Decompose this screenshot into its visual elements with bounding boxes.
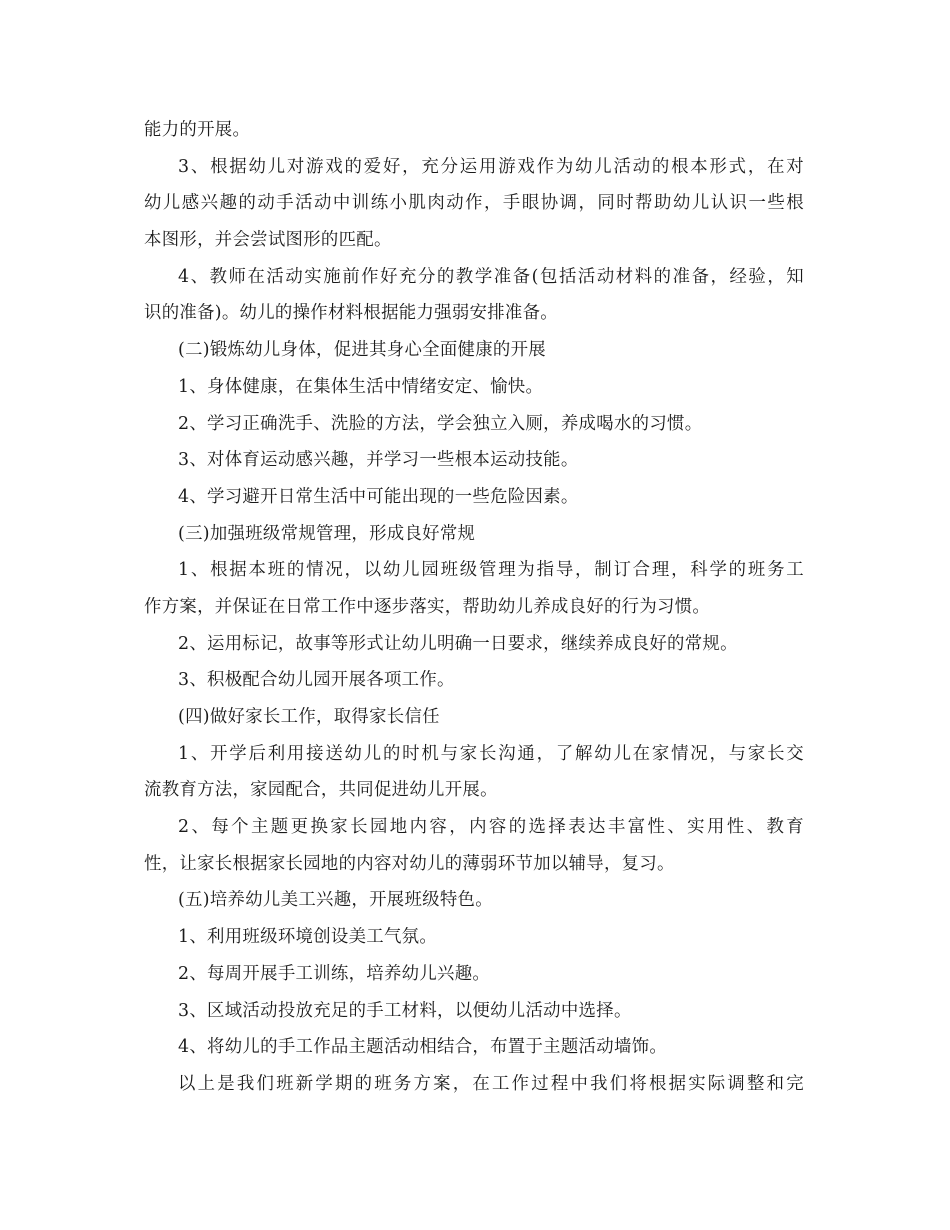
section-heading: (二)锻炼幼儿身体，促进其身心全面健康的开展 bbox=[178, 340, 546, 361]
text-line: 幼儿感兴趣的动手活动中训练小肌肉动作，手眼协调，同时帮助幼儿认识一些根 bbox=[144, 193, 804, 214]
body-text bbox=[144, 112, 804, 1103]
text-line: 以上是我们班新学期的班务方案，在工作过程中我们将根据实际调整和完 bbox=[178, 1073, 804, 1094]
text-line: 2、每周开展手工训练，培养幼儿兴趣。 bbox=[178, 963, 491, 984]
text-line: 2、学习正确洗手、洗脸的方法，学会独立入厕，养成喝水的习惯。 bbox=[178, 413, 703, 434]
text-line: 2、每个主题更换家长园地内容，内容的选择表达丰富性、实用性、教育 bbox=[178, 817, 804, 838]
text-line: 4、学习避开日常生活中可能出现的一些危险因素。 bbox=[178, 486, 579, 507]
text-line: 作方案，并保证在日常工作中逐步落实，帮助幼儿养成良好的行为习惯。 bbox=[144, 596, 711, 617]
text-line: 3、积极配合幼儿园开展各项工作。 bbox=[178, 670, 455, 691]
text-line: 3、对体育运动感兴趣，并学习一些根本运动技能。 bbox=[178, 450, 579, 471]
text-line: 性，让家长根据家长园地的内容对幼儿的薄弱环节加以辅导，复习。 bbox=[144, 853, 675, 874]
text-line: 4、将幼儿的手工作品主题活动相结合，布置于主题活动墙饰。 bbox=[178, 1037, 668, 1058]
text-line: 1、根据本班的情况，以幼儿园班级管理为指导，制订合理，科学的班务工 bbox=[178, 560, 804, 581]
text-line: 2、运用标记，故事等形式让幼儿明确一日要求，继续养成良好的常规。 bbox=[178, 633, 738, 654]
section-heading: (四)做好家长工作，取得家长信任 bbox=[178, 707, 440, 727]
text-line: 1、开学后利用接送幼儿的时机与家长沟通，了解幼儿在家情况，与家长交 bbox=[178, 743, 804, 764]
text-line: 3、区域活动投放充足的手工材料，以便幼儿活动中选择。 bbox=[178, 1000, 632, 1021]
text-line: 本图形，并会尝试图形的匹配。 bbox=[144, 230, 392, 251]
text-line: 识的准备)。幼儿的操作材料根据能力强弱安排准备。 bbox=[144, 303, 558, 324]
text-line: 1、利用班级环境创设美工气氛。 bbox=[178, 927, 438, 948]
section-heading: (五)培养幼儿美工兴趣，开展班级特色。 bbox=[178, 890, 493, 911]
text-line: 能力的开展。 bbox=[144, 120, 251, 140]
text-line: 3、根据幼儿对游戏的爱好，充分运用游戏作为幼儿活动的根本形式，在对 bbox=[178, 156, 804, 177]
section-heading: (三)加强班级常规管理，形成良好常规 bbox=[178, 523, 476, 544]
text-line: 1、身体健康，在集体生活中情绪安定、愉快。 bbox=[178, 376, 544, 397]
text-line: 4、教师在活动实施前作好充分的教学准备(包括活动材料的准备，经验，知 bbox=[178, 266, 804, 287]
text-line: 流教育方法，家园配合，共同促进幼儿开展。 bbox=[144, 780, 498, 801]
